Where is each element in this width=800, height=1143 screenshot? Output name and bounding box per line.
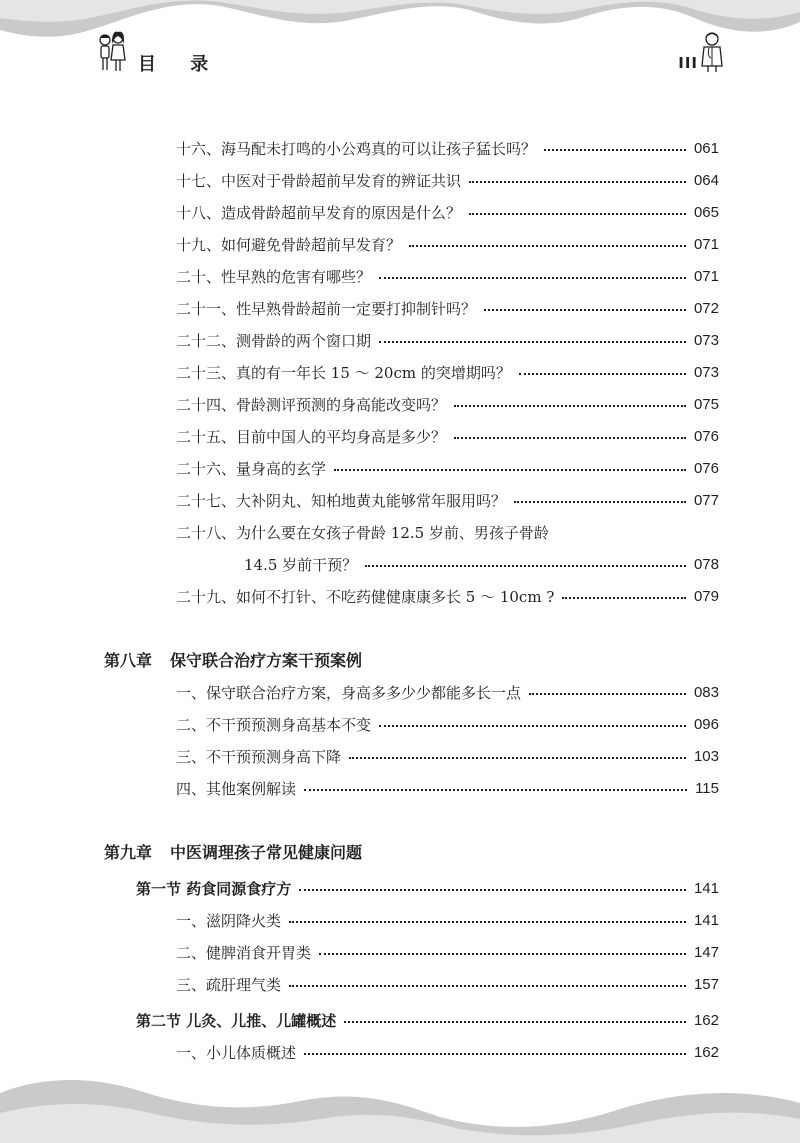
dot-leader — [289, 985, 686, 987]
toc-entry-title: 十七、中医对于骨龄超前早发育的辨证共识 — [176, 171, 462, 190]
dot-leader — [304, 789, 687, 791]
toc-entry-page: 141 — [693, 879, 719, 897]
toc-entry[interactable] — [176, 938, 719, 966]
dot-leader — [454, 405, 686, 407]
toc-entry[interactable] — [176, 422, 719, 450]
toc-section[interactable] — [136, 1006, 719, 1034]
toc-entry[interactable] — [176, 198, 719, 226]
toc-entry-page: 073 — [693, 363, 719, 381]
toc-entry-multiline-second[interactable] — [244, 550, 719, 578]
toc-entry[interactable] — [176, 742, 719, 770]
toc-entry-title: 十六、海马配未打鸣的小公鸡真的可以让孩子猛长吗？ — [176, 139, 537, 158]
toc-entry[interactable] — [176, 710, 719, 738]
toc-entry-page: 075 — [693, 395, 719, 413]
toc-entry-title: 四、其他案例解读 — [176, 779, 297, 798]
toc-entry-title: 二十九、如何不打针、不吃药健健康康多长 5 ～ 10cm ? — [176, 587, 555, 606]
toc-entry-page: 078 — [693, 555, 719, 573]
doctor-illustration-icon — [696, 30, 728, 74]
toc-entry[interactable] — [176, 166, 719, 194]
toc-entry[interactable] — [176, 294, 719, 322]
toc-entry[interactable] — [176, 678, 719, 706]
toc-entry-page: 115 — [695, 779, 719, 797]
toc-entry-title: 二、不干预预测身高基本不变 — [176, 715, 372, 734]
toc-section-title: 第二节 儿灸、儿推、儿罐概述 — [136, 1011, 337, 1030]
toc-entry-page: 071 — [693, 267, 719, 285]
dot-leader — [514, 501, 686, 503]
toc-entry[interactable] — [176, 774, 719, 802]
dot-leader — [544, 149, 686, 151]
chapter-number: 第九章 — [104, 843, 153, 862]
dot-leader — [469, 213, 686, 215]
toc-entry-page: 103 — [693, 747, 719, 765]
dot-leader — [562, 597, 686, 599]
dot-leader — [379, 341, 686, 343]
toc-entry[interactable] — [176, 486, 719, 514]
toc-entry-page: 141 — [693, 911, 719, 929]
toc-entry-page: 073 — [693, 331, 719, 349]
toc-section[interactable] — [136, 874, 719, 902]
toc-entry-title: 二十二、测骨龄的两个窗口期 — [176, 331, 372, 350]
toc-entry-title: 三、疏肝理气类 — [176, 975, 282, 994]
toc-entry-title: 十八、造成骨龄超前早发育的原因是什么？ — [176, 203, 462, 222]
dot-leader — [289, 921, 686, 923]
toc-entry-title: 三、不干预预测身高下降 — [176, 747, 342, 766]
dot-leader — [319, 953, 686, 955]
toc-entry[interactable] — [176, 582, 719, 610]
toc-entry-title: 一、保守联合治疗方案，身高多多少少都能多长一点 — [176, 683, 522, 702]
toc-entry-page: 162 — [693, 1043, 719, 1061]
dot-leader — [379, 277, 686, 279]
toc-entry-title: 二十、性早熟的危害有哪些？ — [176, 267, 372, 286]
toc-entry-page: 076 — [693, 427, 719, 445]
dot-leader — [349, 757, 686, 759]
chapter-title: 中医调理孩子常见健康问题 — [170, 843, 363, 862]
chapter-number: 第八章 — [104, 651, 153, 670]
toc-entry-page: 157 — [693, 975, 719, 993]
toc-entry-page: 147 — [693, 943, 719, 961]
toc-entry[interactable] — [176, 1038, 719, 1066]
dot-leader — [519, 373, 686, 375]
toc-entry[interactable] — [176, 326, 719, 354]
toc-entry-page: 065 — [693, 203, 719, 221]
toc-entry-title: 二十一、性早熟骨龄超前一定要打抑制针吗？ — [176, 299, 477, 318]
toc-entry-title: 二十七、大补阴丸、知柏地黄丸能够常年服用吗？ — [176, 491, 507, 510]
page-number-marker: III — [678, 54, 698, 72]
dot-leader — [484, 309, 686, 311]
dot-leader — [469, 181, 686, 183]
toc-entry[interactable] — [176, 906, 719, 934]
toc-entry-page: 079 — [693, 587, 719, 605]
toc-entry-page: 083 — [693, 683, 719, 701]
toc-entry-page: 077 — [693, 491, 719, 509]
toc-entry[interactable] — [176, 358, 719, 386]
chapter-title: 保守联合治疗方案干预案例 — [170, 651, 363, 670]
toc-entry-multiline-first[interactable] — [176, 518, 719, 546]
toc-entry-page: 064 — [693, 171, 719, 189]
chapter-heading[interactable] — [104, 648, 362, 671]
toc-entry[interactable] — [176, 134, 719, 162]
toc-entry-title: 一、滋阴降火类 — [176, 911, 282, 930]
toc-entry[interactable] — [176, 454, 719, 482]
toc-section-title: 第一节 药食同源食疗方 — [136, 879, 292, 898]
toc-entry-title-continued: 14.5 岁前干预？ — [244, 555, 358, 574]
toc-entry[interactable] — [176, 262, 719, 290]
toc-entry-title: 二、健脾消食开胃类 — [176, 943, 312, 962]
children-illustration-icon — [96, 30, 128, 74]
page-header-title: 目 录 — [138, 54, 223, 75]
dot-leader — [344, 1021, 686, 1023]
dot-leader — [299, 889, 686, 891]
toc-entry[interactable] — [176, 390, 719, 418]
dot-leader — [379, 725, 686, 727]
dot-leader — [454, 437, 686, 439]
toc-entry-title: 二十五、目前中国人的平均身高是多少？ — [176, 427, 447, 446]
toc-entry-title: 二十四、骨龄测评预测的身高能改变吗？ — [176, 395, 447, 414]
toc-entry-title: 二十六、量身高的玄学 — [176, 459, 327, 478]
toc-entry-page: 076 — [693, 459, 719, 477]
bottom-wave-decoration — [0, 1073, 800, 1143]
toc-entry-page: 162 — [693, 1011, 719, 1029]
toc-entry-page: 072 — [693, 299, 719, 317]
toc-entry-title: 十九、如何避免骨龄超前早发育？ — [176, 235, 402, 254]
toc-entry-page: 061 — [693, 139, 719, 157]
toc-entry[interactable] — [176, 970, 719, 998]
toc-entry-page: 071 — [693, 235, 719, 253]
toc-entry-page: 096 — [693, 715, 719, 733]
dot-leader — [365, 565, 686, 567]
dot-leader — [529, 693, 686, 695]
dot-leader — [409, 245, 686, 247]
toc-entry-title: 二十八、为什么要在女孩子骨龄 12.5 岁前、男孩子骨龄 — [176, 523, 549, 542]
toc-entry-title: 一、小儿体质概述 — [176, 1043, 297, 1062]
dot-leader — [334, 469, 686, 471]
toc-entry-title: 二十三、真的有一年长 15 ～ 20cm 的突增期吗？ — [176, 363, 511, 382]
chapter-heading[interactable] — [104, 840, 362, 863]
dot-leader — [304, 1053, 686, 1055]
toc-entry[interactable] — [176, 230, 719, 258]
